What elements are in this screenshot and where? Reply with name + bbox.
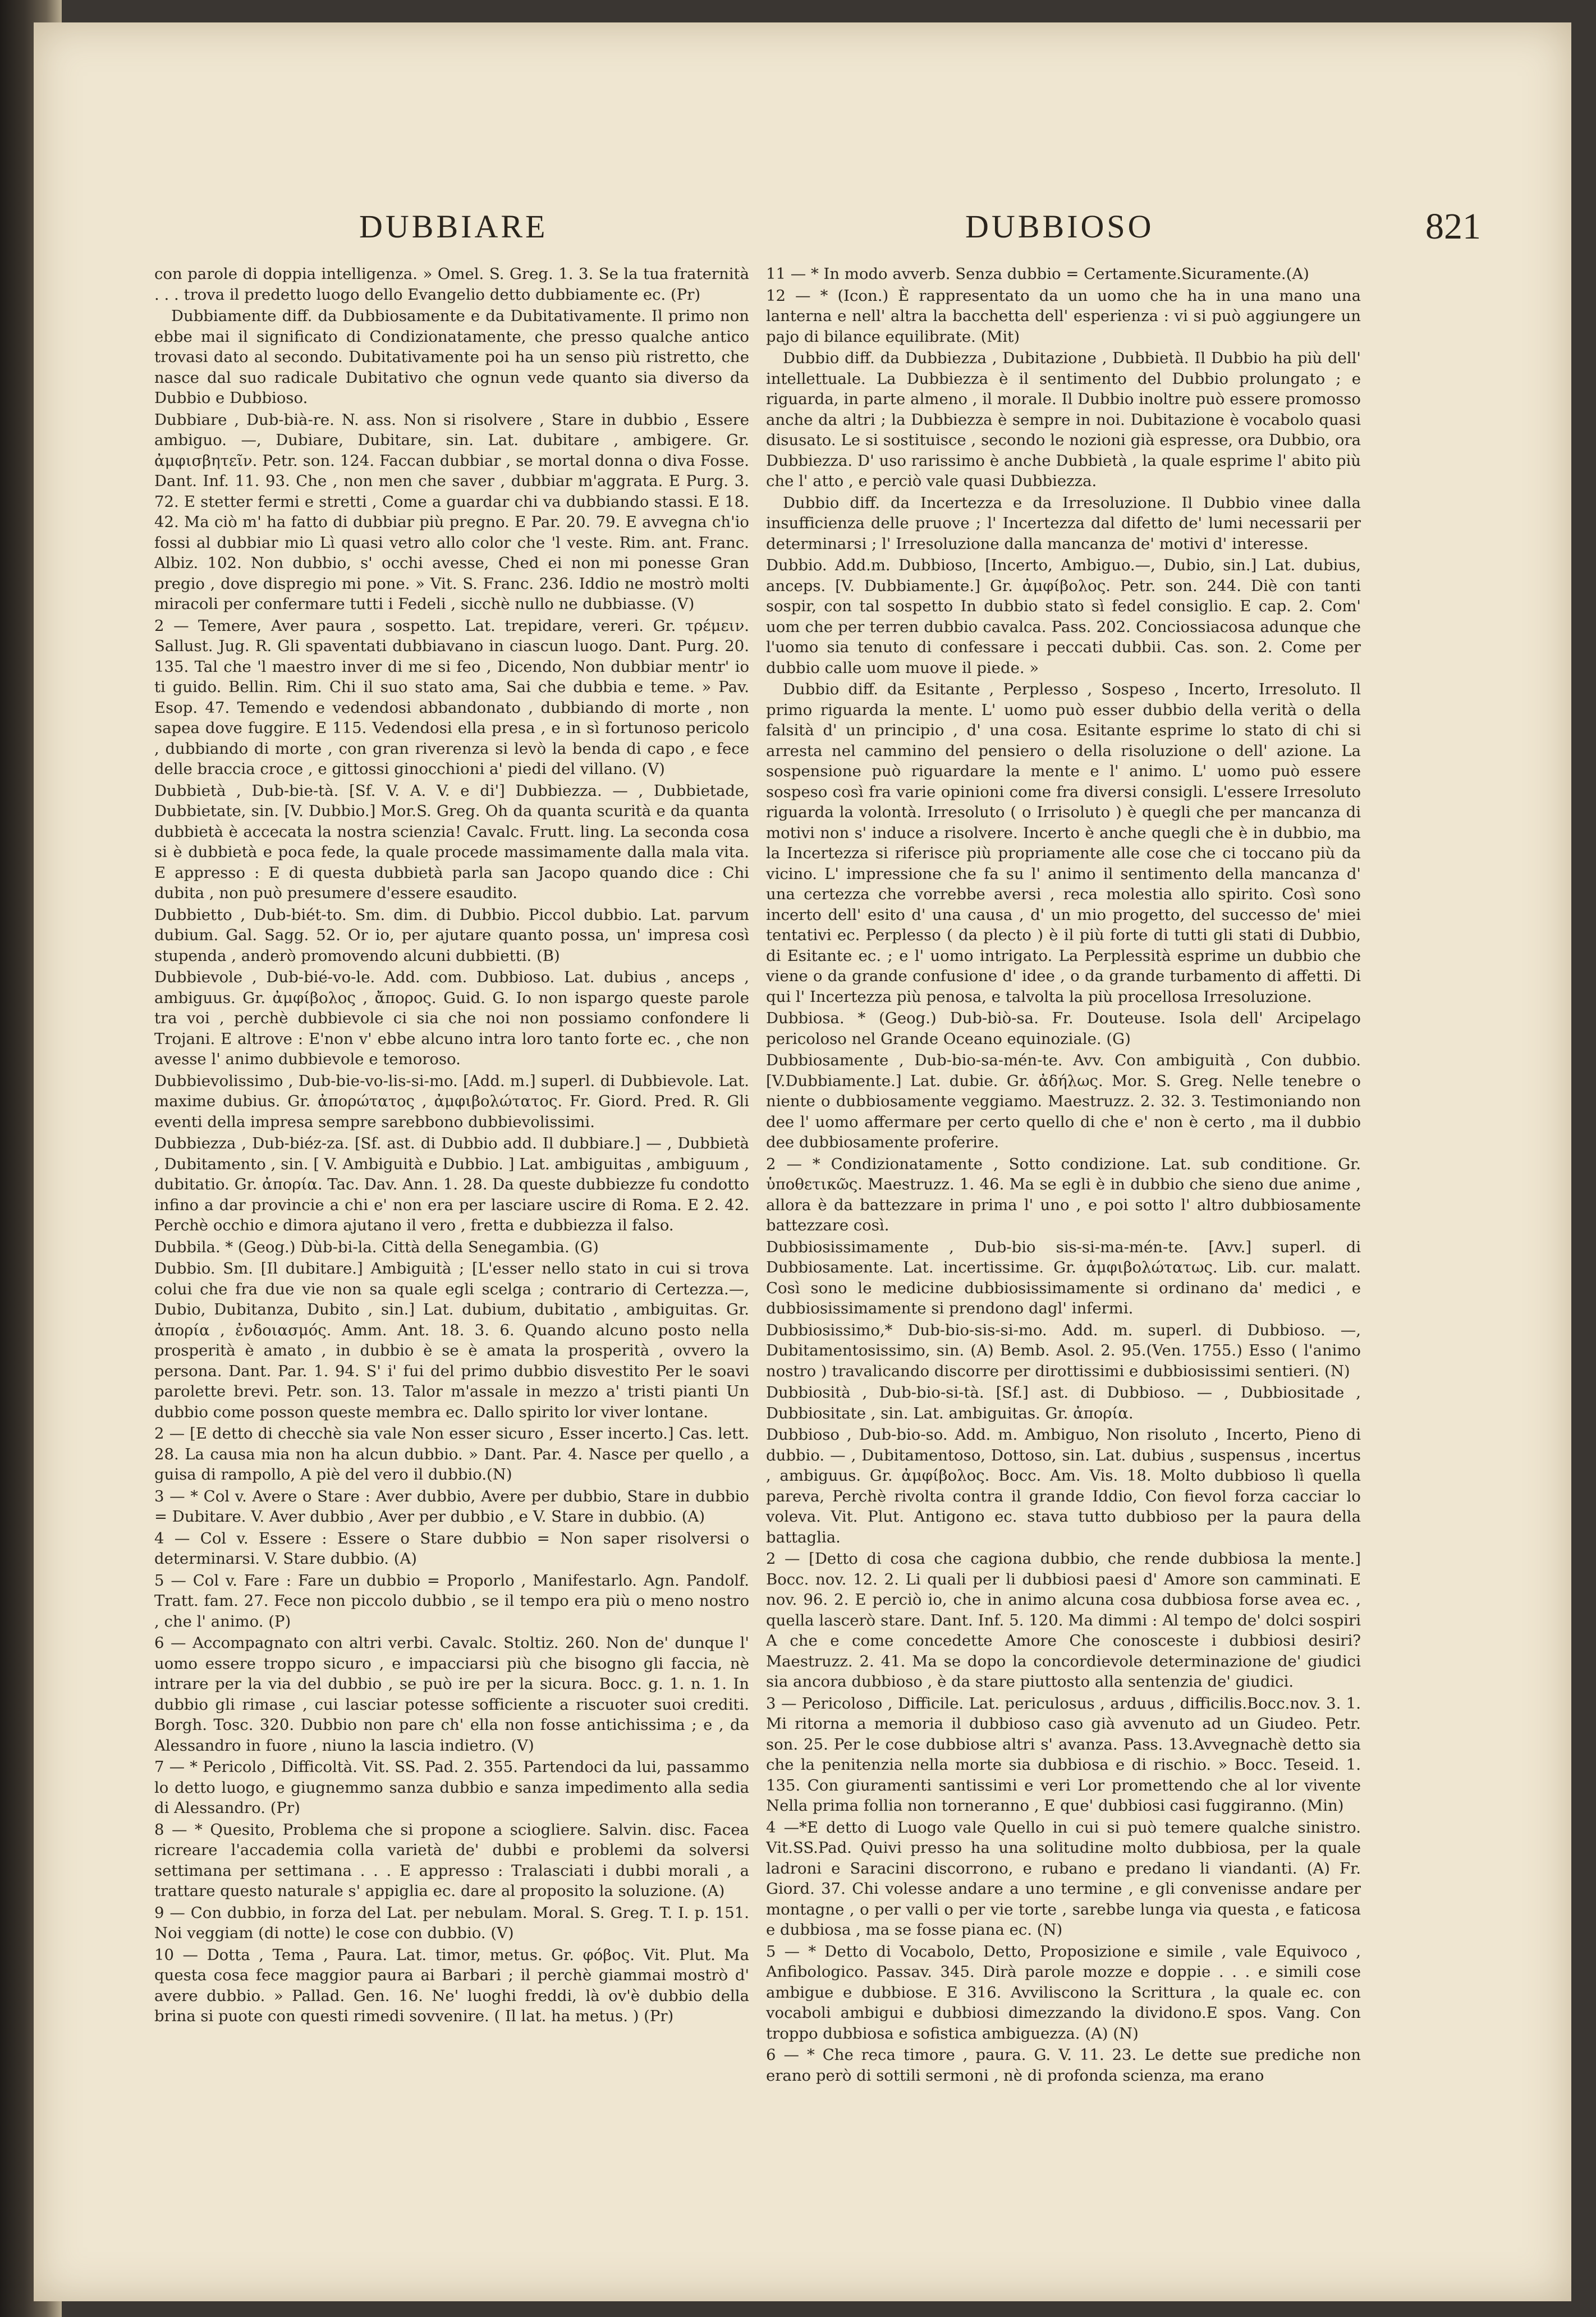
right-column — [766, 264, 1361, 2240]
entry: 8 — * Quesito, Problema che si propone a sciogliere. Salvin. disc. Facea ricreare l'accademia colla varietà de' dubbi e problemi da solversi settimana per settimana . . . E appresso : Tralasciati i dubbi morali , a trattare questo naturale s' appiglia ec. dare al proposito la soluzione. (A) — [154, 1820, 749, 1900]
entry: 9 — Con dubbio, in forza del Lat. per nebulam. Moral. S. Greg. T. I. p. 151. Noi veggiam (di notte) le cose con dubbio. (V) — [154, 1903, 749, 1942]
entry: 4 — Col v. Essere : Essere o Stare dubbio = Non saper risolversi o determinarsi. V. Stare dubbio. (A) — [154, 1529, 749, 1568]
entry: 11 — * In modo avverb. Senza dubbio = Certamente.Sicuramente.(A) — [766, 265, 1309, 283]
entry: 2 — Temere, Aver paura , sospetto. Lat. trepidare, vereri. Gr. τρέμειν. Sallust. Jug. R. Gli spaventati dubbiavano in ciascun luogo. Dant. Purg. 20. 135. Tal che 'l maestro inver di me si feo , Dicendo, Non dubbiar mentr' io ti guido. Bellin. Rim. Chi il suo stato ama, Sai che dubbia e teme. » Pav. Esop. 47. Temendo e vedendosi abbandonato , dubbiando di morte , non sapea dove fuggire. E 115. Vedendosi ella presa , e in sì fortunoso pericolo , dubbiando di morte , con gran riverenza si levò la benda di capo , e fece delle braccia croce , e gittossi ginocchioni a' piedi del villano. (V) — [154, 616, 749, 778]
entry: Dubbievole , Dub-bié-vo-le. Add. com. Dubbioso. Lat. dubius , anceps , ambiguus. Gr. ἀμφίβολος , ἄπορος. Guid. G. Io non ispargo queste parole tra voi , perchè dubbievole ci sia che noi non possiamo confondere li Trojani. E altrove : E'non v' ebbe alcuno intra loro tanto forte ec. , che non avesse l' animo dubbievole e temoroso. — [154, 968, 749, 1068]
entry: Dubbio diff. da Incertezza e da Irresoluzione. Il Dubbio vinee dalla insufficienza delle pruove ; l' Incertezza dal difetto de' lumi necessarii per determinarsi ; l' Irresoluzione dalla mancanza de' motivi d' interesse. — [766, 493, 1361, 553]
entry: Dubbiosissimo,* Dub-bio-sis-si-mo. Add. m. superl. di Dubbioso. —, Dubitamentosissimo, sin. (A) Bemb. Asol. 2. 95.(Ven. 1755.) Esso ( l'animo nostro ) travalicando discorre per dirottissimi e dubbiosissimi sentieri. (N) — [766, 1321, 1361, 1380]
entry: Dubbiamente diff. da Dubbiosamente e da Dubitativamente. Il primo non ebbe mai il significato di Condizionatamente, che presso qualche antico trovasi dato al secondo. Dubitativamente poi ha un senso più ristretto, che nasce dal suo radicale Dubitativo che ognun vede quanto sia diverso da Dubbio e Dubbioso. — [154, 307, 749, 407]
entry: 6 — * Che reca timore , paura. G. V. 11. 23. Le dette sue prediche non erano però di sottili sermoni , nè di profonda scienza, ma erano — [766, 2046, 1361, 2085]
left-column — [154, 264, 749, 2240]
entry: con parole di doppia intelligenza. » Omel. S. Greg. 1. 3. Se la tua fraternità . . . trova il predetto luogo dello Evangelio detto dubbiamente ec. (Pr) — [154, 265, 749, 304]
entry: Dubbietto , Dub-biét-to. Sm. dim. di Dubbio. Piccol dubbio. Lat. parvum dubium. Gal. Sagg. 52. Or io, per ajutare quanto possa, un' impresa così stupenda , anderò promovendo alcuni dubbietti. (B) — [154, 905, 749, 965]
entry: Dubbio. Sm. [Il dubitare.] Ambiguità ; [L'esser nello stato in cui si trova colui che fra due vie non sa quale egli scelga ; contrario di Certezza.—, Dubio, Dubitanza, Dubito , sin.] Lat. dubium, dubitatio , ambiguitas. Gr. ἀπορία , ἐνδοιασμός. Amm. Ant. 18. 3. 6. Quando alcuno posto nella prosperità è amato , in dubbio è se è amata la prosperità , ovvero la persona. Dant. Par. 1. 94. S' i' fui del primo dubbio disvestito Per le soavi parolette brevi. Petr. son. 13. Talor m'assale in mezzo a' tristi pianti Un dubbio come posson queste membra ec. Dallo spirito lor viver lontane. — [154, 1260, 749, 1421]
entry: 2 — [Detto di cosa che cagiona dubbio, che rende dubbiosa la mente.] Bocc. nov. 12. 2. Li quali per li dubbiosi paesi d' Amore son camminati. E nov. 96. 2. E perciò io, che in animo alcuna cosa dubbiosa forse avea ec. , quella lascerò stare. Dant. Inf. 5. 120. Ma dimmi : Al tempo de' dolci sospiri A che e come concedette Amore Che conosceste i dubbiosi desiri? Maestruzz. 2. 41. Ma se dopo la concordievole determinazione de' giudici sia ancora dubbioso , è da stare piuttosto alla sentenzia de' giudici. — [766, 1550, 1361, 1691]
entry: 10 — Dotta , Tema , Paura. Lat. timor, metus. Gr. φόβος. Vit. Plut. Ma questa cosa fece maggior paura ai Barbari ; il perchè giammai mostrò d' avere dubbio. » Pallad. Gen. 16. Ne' luoghi freddi, là ov'è dubbio della brina si puote con questi rimedi sovvenire. ( Il lat. ha metus. ) (Pr) — [154, 1945, 749, 2025]
entry: Dubbila. * (Geog.) Dùb-bi-la. Città della Senegambia. (G) — [154, 1238, 599, 1256]
entry: 6 — Accompagnato con altri verbi. Cavalc. Stoltiz. 260. Non de' dunque l' uomo essere troppo sicuro , e impacciarsi più che bisogno gli faccia, nè intrare per la via del dubbio , se può ire per la sicura. Bocc. g. 1. n. 1. In dubbio gli rimase , cui lasciar potesse sofficiente a riscuoter suoi crediti. Borgh. Tosc. 320. Dubbio non pare ch' ella non fosse antichissima ; e , da Alessandro in fuore , niuno la lascia indietro. (V) — [154, 1634, 749, 1755]
entry: Dubbiare , Dub-bià-re. N. ass. Non si risolvere , Stare in dubbio , Essere ambiguo. —, Dubiare, Dubitare, sin. Lat. dubitare , ambigere. Gr. ἀμφισβητεῖν. Petr. son. 124. Faccan dubbiar , se mortal donna o diva Fosse. Dant. Inf. 11. 93. Che , non men che saver , dubbiar m'aggrata. E Purg. 3. 72. E stetter fermi e stretti , Come a guardar chi va dubbiando stassi. E 18. 42. Ma ciò m' ha fatto di dubbiar più pregno. E Par. 20. 79. E avvegna ch'io fossi al dubbiar mio Lì quasi vetro allo color che 'l veste. Rim. ant. Franc. Albiz. 102. Non dubbio, s' occhi avesse, Ched ei non mi ponesse Gran pregio , dove dispregio mi pone. » Vit. S. Franc. 236. Iddio ne mostrò molti miracoli per confermare tutti i Fedeli , sicchè nullo ne dubbiasse. (V) — [154, 410, 749, 613]
page-header — [34, 208, 1571, 269]
entry: 3 — Pericoloso , Difficile. Lat. periculosus , arduus , difficilis.Bocc.nov. 3. 1. Mi ritorna a memoria il dubbioso caso già avvenuto ad un Giudeo. Petr. son. 25. Per le cose dubbiose altri s' avanza. Pass. 13.Avvegnachè detto sia che la penitenzia nella morte sia dubbiosa e di rischio. » Bocc. Teseid. 1. 135. Con giuramenti santissimi e veri Lor promettendo che al lor vivente Nella prima follia non torneranno , E que' dubbiosi casi fuggiranno. (Min) — [766, 1694, 1361, 1815]
entry: Dubbio. Add.m. Dubbioso, [Incerto, Ambiguo.—, Dubio, sin.] Lat. dubius, anceps. [V. Dubbiamente.] Gr. ἀμφίβολος. Petr. son. 244. Diè con tanti sospir, con tal sospetto In dubbio stato sì fedel consiglio. E cap. 2. Com' uom che per terren dubbio cavalca. Pass. 202. Conciossiacosa adunque che l'uomo sia tenuto di confessare i peccati dubbii. Cas. son. 2. Come per dubbio calle uom muove il piede. » — [766, 556, 1361, 677]
entry: Dubbietà , Dub-bie-tà. [Sf. V. A. V. e di'] Dubbiezza. — , Dubbietade, Dubbietate, sin. [V. Dubbio.] Mor.S. Greg. Oh da quanta scurità e da quanta dubbietà è accecata la nostra scienzia! Cavalc. Frutt. ling. La seconda cosa si è dubbietà e poca fede, la quale procede massimamente dalla mala vita. E appresso : E di questa dubbietà parla san Jacopo quando dice : Chi dubita , non può presumere d'essere esaudito. — [154, 781, 749, 902]
entry: 7 — * Pericolo , Difficoltà. Vit. SS. Pad. 2. 355. Partendoci da lui, passammo lo detto luogo, e giugnemmo sanza dubbio e sanza impedimento alla sedia di Alessandro. (Pr) — [154, 1758, 749, 1817]
dictionary-page — [34, 22, 1571, 2301]
entry: 2 — [E detto di checchè sia vale Non esser sicuro , Esser incerto.] Cas. lett. 28. La causa mia non ha alcun dubbio. » Dant. Par. 4. Nasce per quello , a guisa di rampollo, A piè del vero il dubbio.(N) — [154, 1425, 749, 1483]
entry: 2 — * Condizionatamente , Sotto condizione. Lat. sub conditione. Gr. ὑποθετικῶς. Maestruzz. 1. 46. Ma se egli è in dubbio che sieno due anime , allora è da battezzare in prima l' uno , e poi sotto l' altro dubbiosamente battezzare così. — [766, 1155, 1361, 1234]
entry: Dubbiosità , Dub-bio-si-tà. [Sf.] ast. di Dubbioso. — , Dubbiositade , Dubbiositate , sin. Lat. ambiguitas. Gr. ἀπορία. — [766, 1384, 1361, 1422]
entry: Dubbioso , Dub-bio-so. Add. m. Ambiguo, Non risoluto , Incerto, Pieno di dubbio. — , Dubitamentoso, Dottoso, sin. Lat. dubius , suspensus , incertus , ambiguus. Gr. ἀμφίβολος. Bocc. Am. Vis. 18. Molto dubbioso lì quella pareva, Perchè rivolta contra il grande Iddio, Con fievol forza cacciar lo voleva. Vit. Plut. Antigono ec. stava tutto dubbioso per la paura della battaglia. — [766, 1426, 1361, 1546]
left-running-head: DUBBIARE — [359, 208, 548, 245]
right-running-head: DUBBIOSO — [965, 208, 1154, 245]
entry: Dubbievolissimo , Dub-bie-vo-lis-si-mo. [Add. m.] superl. di Dubbievole. Lat. maxime dubius. Gr. ἀπορώτατος , ἀμφιβολώτατος. Fr. Giord. Pred. R. Gli eventi della impresa sempre sarebbono dubbievolissimi. — [154, 1072, 749, 1131]
entry: Dubbio diff. da Dubbiezza , Dubitazione , Dubbietà. Il Dubbio ha più dell' intellettuale. La Dubbiezza è il sentimento del Dubbio prolungato ; e riguarda, in parte almeno , il morale. Il Dubbio inoltre può essere promosso anche da altri ; la Dubbiezza è sempre in noi. Dubitazione è vocabolo quasi disusato. Le si sostituisce , secondo le nozioni già espresse, ora Dubbio, ora Dubbiezza. D' uso rarissimo è anche Dubbietà , la quale esprime l' abito più che l' atto , e perciò vale quasi Dubbiezza. — [766, 349, 1361, 490]
entry: Dubbiosissimamente , Dub-bio sis-si-ma-mén-te. [Avv.] superl. di Dubbiosamente. Lat. incertissime. Gr. ἀμφιβολώτατως. Lib. cur. malatt. Così sono le medicine dubbiosissimamente si ordinano da' medici , e dubbiosissimamente si prendono dagl' infermi. — [766, 1238, 1361, 1317]
entry: 5 — Col v. Fare : Fare un dubbio = Proporlo , Manifestarlo. Agn. Pandolf. Tratt. fam. 27. Fece non piccolo dubbio , se il tempo era più o meno nostro , che l' animo. (P) — [154, 1571, 749, 1631]
entry: 4 —*E detto di Luogo vale Quello in cui si può temere qualche sinistro. Vit.SS.Pad. Quivi presso ha una solitudine molto dubbiosa, per la quale ladroni e Saracini discorrono, e rubano e predano li viandanti. (A) Fr. Giord. 37. Chi volesse andare a uno termine , e gli convenisse andare per montagne , o per valli o per vie torte , sarebbe lunga via questa , e faticosa e dubbiosa , ma se fosse piana ec. (N) — [766, 1818, 1361, 1939]
entry: Dubbiezza , Dub-biéz-za. [Sf. ast. di Dubbio add. Il dubbiare.] — , Dubbietà , Dubitamento , sin. [ V. Ambiguità e Dubbio. ] Lat. ambiguitas , ambiguum , dubitatio. Gr. ἀπορία. Tac. Dav. Ann. 1. 28. Da queste dubbiezze fu condotto infino a dar provincie a chi e' non era per lasciare uscire di Roma. E 2. 42. Perchè occhio e dimora ajutano il vero , fretta e dubbiezza il falso. — [154, 1134, 749, 1234]
entry: 5 — * Detto di Vocabolo, Detto, Proposizione e simile , vale Equivoco , Anfibologico. Passav. 345. Dirà parole mozze e doppie . . . e simili cose ambigue e dubbiose. E 316. Avviliscono la Scrittura , la quale ec. con vocaboli ambigui e dubbiosi dimezzando la dividono.E spos. Vang. Con troppo dubbiosa e sofistica ambiguezza. (A) (N) — [766, 1942, 1361, 2043]
entry: Dubbiosamente , Dub-bio-sa-mén-te. Avv. Con ambiguità , Con dubbio. [V.Dubbiamente.] Lat. dubie. Gr. ἀδήλως. Mor. S. Greg. Nelle tenebre o niente o dubbiosamente veggiamo. Maestruzz. 2. 32. 3. Testimoniando non dee l' uomo affermare per certo quello di che e' non è certo , ma il dubbio dee dubbiosamente proferire. — [766, 1051, 1361, 1151]
entry: Dubbio diff. da Esitante , Perplesso , Sospeso , Incerto, Irresoluto. Il primo riguarda la mente. L' uomo può esser dubbio della verità o della falsità d' un principio , d' una cosa. Esitante esprime lo stato di chi si arresta nel cammino del pensiero o della risoluzione o dell' azione. La sospensione può riguardare la mente e l' animo. L' uomo può essere sospeso così fra varie opinioni come fra diversi consigli. L'essere Irresoluto riguarda la volontà. Irresoluto ( o Irrisoluto ) è quegli che per mancanza di motivi non s' induce a risolvere. Incerto è anche quegli che è in dubbio, ma la Incertezza si riferisce più propriamente alle cose che ci toccano più da vicino. L' impressione che fa su l' animo il sentimento della mancanza d' una certezza che vorrebbe aversi , reca molestia allo spirito. Così sono incerto dell' esito d' una causa , d' un mio progetto, del successo de' miei tentativi ec. Perplesso ( da plecto ) è il più forte di tutti gli stati di Dubbio, di Esitante ec. ; e l' uomo intrigato. La Perplessità esprime un dubbio che viene o da grande confusione d' idee , o da grande turbamento di affetti. Di qui l' Incertezza più penosa, e talvolta la più procellosa Irresoluzione. — [766, 680, 1361, 1006]
page-number: 821 — [1425, 206, 1481, 247]
entry: 12 — * (Icon.) È rappresentato da un uomo che ha in una mano una lanterna e nell' altra la bacchetta dell' esperienza : vi si può aggiungere un pajo di bilance equilibrate. (Mit) — [766, 286, 1361, 346]
entry: 3 — * Col v. Avere o Stare : Aver dubbio, Avere per dubbio, Stare in dubbio = Dubitare. V. Aver dubbio , Aver per dubbio , e V. Stare in dubbio. (A) — [154, 1487, 749, 1526]
entry: Dubbiosa. * (Geog.) Dub-biò-sa. Fr. Douteuse. Isola dell' Arcipelago pericoloso nel Grande Oceano equinoziale. (G) — [766, 1009, 1361, 1048]
